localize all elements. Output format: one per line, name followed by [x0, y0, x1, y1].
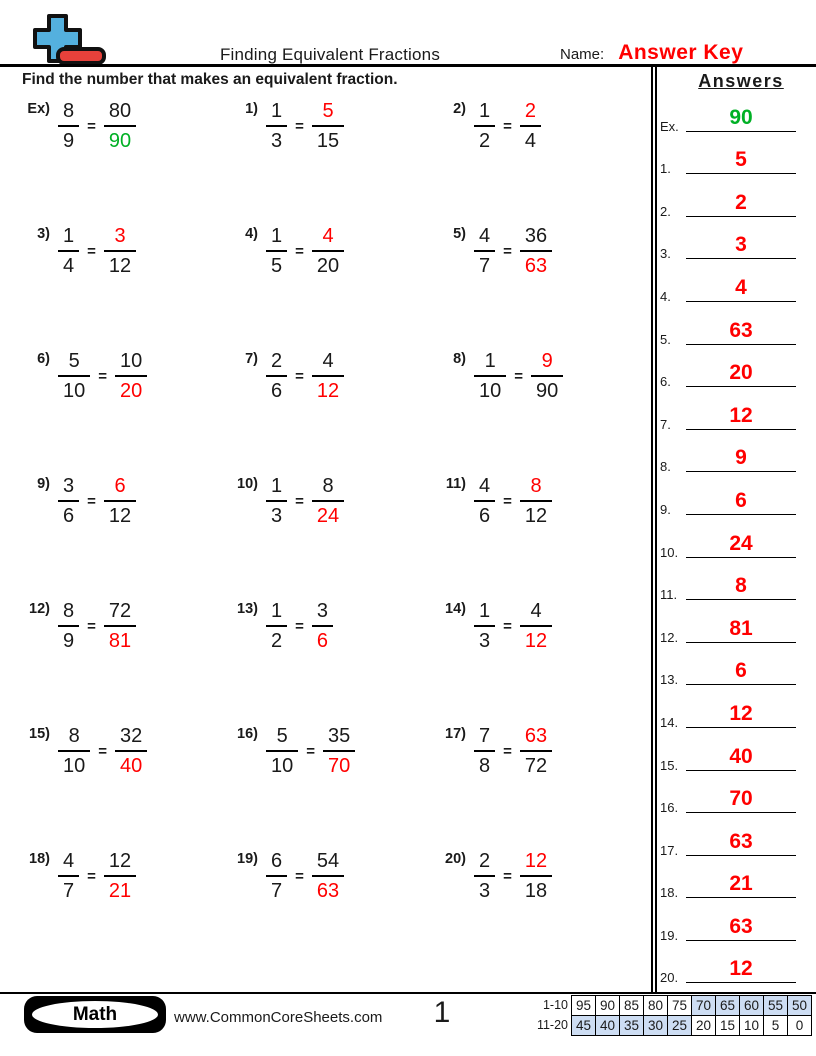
answer-number: 17.: [660, 842, 679, 858]
answers-title: Answers: [698, 71, 784, 91]
answer-blank-line: [686, 216, 796, 217]
answer-number: 5.: [660, 331, 671, 347]
answer-row-11: [658, 566, 808, 609]
answer-blank-line: [686, 131, 796, 132]
answer-blank-line: [686, 940, 796, 941]
answer-value: 9: [735, 446, 747, 470]
answer-row-20: [658, 949, 808, 992]
problem-17: [438, 721, 652, 846]
answer-blank-line: [686, 514, 796, 515]
equals-sign: =: [514, 368, 524, 385]
answer-row-1: [658, 140, 808, 183]
page-title: Finding Equivalent Fractions: [219, 45, 441, 64]
answer-value: 6: [735, 659, 747, 683]
math-brand-badge: [24, 996, 166, 1033]
score-cell: 55: [763, 995, 788, 1016]
answer-row-18: [658, 864, 808, 907]
score-cell: 60: [739, 995, 764, 1016]
problem-number: 2): [453, 101, 466, 117]
answer-row-17: [658, 821, 808, 864]
equals-sign: =: [295, 618, 304, 635]
answer-number: 16.: [660, 800, 679, 816]
answer-blank-line: [686, 471, 796, 472]
answers-divider: [651, 64, 657, 993]
equals-sign: =: [87, 243, 96, 260]
equivalent-fraction: $\frac{3}{12}$: [104, 225, 136, 277]
equals-sign: =: [98, 368, 108, 385]
answer-value: 4: [735, 275, 747, 299]
problem-number: 12): [29, 601, 50, 617]
answer-blank-line: [686, 897, 796, 898]
answer-blank-line: [686, 301, 796, 302]
name-label: Name:: [560, 46, 605, 63]
equals-sign: =: [503, 743, 512, 760]
answer-blank-line: [686, 386, 796, 387]
answer-row-4: [658, 267, 808, 310]
problem-number: 7): [245, 351, 258, 367]
score-cell: 40: [595, 1015, 620, 1036]
problem-15: [22, 721, 230, 846]
equivalent-fraction: $\frac{32}{40}$: [115, 725, 147, 777]
given-fraction: $\frac{1}{3}$: [266, 475, 287, 527]
name-row: [560, 41, 743, 65]
answer-row-8: [658, 438, 808, 481]
answer-blank-line: [686, 770, 796, 771]
score-cell: 5: [763, 1015, 788, 1036]
given-fraction: $\frac{8}{9}$: [58, 100, 79, 152]
answer-value: 90: [729, 105, 753, 129]
score-cell: 20: [691, 1015, 716, 1036]
answer-value: 12: [729, 957, 753, 981]
answer-row-19: [658, 906, 808, 949]
problem-number: 4): [245, 226, 258, 242]
answer-number: 7.: [660, 416, 671, 432]
score-cell: 75: [667, 995, 692, 1016]
given-fraction: $\frac{4}{6}$: [474, 475, 495, 527]
answer-value: 63: [729, 318, 753, 342]
given-fraction: $\frac{8}{10}$: [58, 725, 90, 777]
problem-10: [230, 471, 438, 596]
answer-value: 12: [729, 701, 753, 725]
score-cell: 70: [691, 995, 716, 1016]
answer-value: 3: [735, 233, 747, 257]
answer-number: 14.: [660, 714, 679, 730]
answer-blank-line: [686, 982, 796, 983]
answer-number: 2.: [660, 203, 671, 219]
given-fraction: $\frac{2}{6}$: [266, 350, 287, 402]
answer-number: 6.: [660, 374, 671, 390]
answer-value: 81: [729, 616, 753, 640]
problem-number: 15): [29, 726, 50, 742]
problem-number: 6): [37, 351, 50, 367]
problem-20: [438, 846, 652, 971]
answer-number: 11.: [660, 587, 678, 603]
score-table: [532, 995, 812, 1036]
problem-ex: [22, 96, 230, 221]
equals-sign: =: [503, 868, 512, 885]
answer-row-13: [658, 651, 808, 694]
given-fraction: $\frac{1}{3}$: [474, 600, 495, 652]
header-divider: [0, 64, 816, 67]
given-fraction: $\frac{1}{2}$: [474, 100, 495, 152]
page-number: 1: [433, 996, 451, 1029]
equivalent-fraction: $\frac{4}{12}$: [312, 350, 344, 402]
problem-number: 9): [37, 476, 50, 492]
answer-blank-line: [686, 173, 796, 174]
equivalent-fraction: $\frac{72}{81}$: [104, 600, 136, 652]
equivalent-fraction: $\frac{35}{70}$: [323, 725, 355, 777]
equals-sign: =: [503, 493, 512, 510]
equivalent-fraction: $\frac{12}{21}$: [104, 850, 136, 902]
problem-number: 3): [37, 226, 50, 242]
equivalent-fraction: $\frac{36}{63}$: [520, 225, 552, 277]
answers-list: [658, 97, 808, 991]
answer-value: 20: [729, 361, 753, 385]
answer-value: 21: [729, 872, 753, 896]
problem-14: [438, 596, 652, 721]
equivalent-fraction: $\frac{63}{72}$: [520, 725, 552, 777]
given-fraction: $\frac{4}{7}$: [474, 225, 495, 277]
equivalent-fraction: $\frac{12}{18}$: [520, 850, 552, 902]
answer-row-6: [658, 353, 808, 396]
problem-number: 20): [445, 851, 466, 867]
score-cell: 95: [571, 995, 596, 1016]
problem-number: 19): [237, 851, 258, 867]
problem-9: [22, 471, 230, 596]
answer-number: Ex.: [660, 118, 679, 134]
answer-blank-line: [686, 855, 796, 856]
answer-row-9: [658, 480, 808, 523]
problem-number: 14): [445, 601, 466, 617]
answer-blank-line: [686, 344, 796, 345]
problem-13: [230, 596, 438, 721]
problem-number: Ex): [27, 101, 50, 117]
given-fraction: $\frac{7}{8}$: [474, 725, 495, 777]
answer-value: 8: [735, 574, 747, 598]
equals-sign: =: [295, 493, 304, 510]
given-fraction: $\frac{5}{10}$: [58, 350, 90, 402]
answer-number: 19.: [660, 927, 679, 943]
answer-value: 6: [735, 488, 747, 512]
problem-number: 10): [237, 476, 258, 492]
problem-1: [230, 96, 438, 221]
instruction-text: Find the number that makes an equivalent fraction.: [22, 71, 398, 88]
problem-2: [438, 96, 652, 221]
equals-sign: =: [98, 743, 108, 760]
score-cell: 90: [595, 995, 620, 1016]
equals-sign: =: [87, 493, 96, 510]
score-cell: 15: [715, 1015, 740, 1036]
score-cell: 50: [787, 995, 812, 1016]
answer-value: 70: [729, 787, 753, 811]
answer-blank-line: [686, 599, 796, 600]
score-row-1-10: [532, 995, 812, 1016]
answer-number: 12.: [660, 629, 679, 645]
score-cell: 0: [787, 1015, 812, 1036]
equals-sign: =: [306, 743, 316, 760]
answer-number: 20.: [660, 970, 679, 986]
equivalent-fraction: $\frac{5}{15}$: [312, 100, 344, 152]
equals-sign: =: [295, 118, 304, 135]
given-fraction: $\frac{1}{4}$: [58, 225, 79, 277]
answer-number: 15.: [660, 757, 679, 773]
score-row-11-20: [532, 1015, 812, 1036]
answer-value: 63: [729, 829, 753, 853]
answer-row-12: [658, 608, 808, 651]
equivalent-fraction: $\frac{10}{20}$: [115, 350, 147, 402]
problem-19: [230, 846, 438, 971]
given-fraction: $\frac{6}{7}$: [266, 850, 287, 902]
website-url: www.CommonCoreSheets.com: [174, 1009, 383, 1026]
score-cell: 65: [715, 995, 740, 1016]
equals-sign: =: [503, 243, 512, 260]
equals-sign: =: [295, 243, 304, 260]
problem-number: 17): [445, 726, 466, 742]
given-fraction: $\frac{8}{9}$: [58, 600, 79, 652]
plus-minus-math-icon: [16, 12, 108, 66]
problem-5: [438, 221, 652, 346]
score-cell: 30: [643, 1015, 668, 1036]
answer-number: 4.: [660, 288, 671, 304]
answer-row-3: [658, 225, 808, 268]
answer-blank-line: [686, 812, 796, 813]
answer-number: 18.: [660, 885, 679, 901]
equals-sign: =: [503, 618, 512, 635]
answer-number: 9.: [660, 501, 671, 517]
answer-row-2: [658, 182, 808, 225]
answer-row-14: [658, 693, 808, 736]
answer-value: 12: [729, 403, 753, 427]
problem-4: [230, 221, 438, 346]
equivalent-fraction: $\frac{3}{6}$: [312, 600, 333, 652]
score-cell: 45: [571, 1015, 596, 1036]
footer-divider: [0, 992, 816, 994]
equivalent-fraction: $\frac{8}{12}$: [520, 475, 552, 527]
given-fraction: $\frac{1}{3}$: [266, 100, 287, 152]
problem-3: [22, 221, 230, 346]
answer-blank-line: [686, 557, 796, 558]
score-range-label: 1-10: [542, 998, 568, 1012]
given-fraction: $\frac{5}{10}$: [266, 725, 298, 777]
problem-12: [22, 596, 230, 721]
answer-number: 3.: [660, 246, 671, 262]
equals-sign: =: [87, 618, 96, 635]
problem-number: 11): [445, 476, 466, 492]
given-fraction: $\frac{1}{5}$: [266, 225, 287, 277]
given-fraction: $\frac{2}{3}$: [474, 850, 495, 902]
problem-number: 13): [237, 601, 258, 617]
answer-number: 10.: [660, 544, 679, 560]
given-fraction: $\frac{4}{7}$: [58, 850, 79, 902]
answer-row-ex: [658, 97, 808, 140]
answer-row-16: [658, 779, 808, 822]
given-fraction: $\frac{3}{6}$: [58, 475, 79, 527]
problem-11: [438, 471, 652, 596]
equals-sign: =: [295, 368, 304, 385]
answer-number: 8.: [660, 459, 671, 475]
math-brand-label: Math: [30, 999, 160, 1030]
score-cell: 80: [643, 995, 668, 1016]
problem-7: [230, 346, 438, 471]
score-cell: 25: [667, 1015, 692, 1036]
answer-blank-line: [686, 258, 796, 259]
equivalent-fraction: $\frac{6}{12}$: [104, 475, 136, 527]
answer-row-15: [658, 736, 808, 779]
answer-value: 40: [729, 744, 753, 768]
equivalent-fraction: $\frac{54}{63}$: [312, 850, 344, 902]
problem-16: [230, 721, 438, 846]
answer-number: 13.: [660, 672, 679, 688]
problem-6: [22, 346, 230, 471]
score-range-label: 11-20: [536, 1018, 568, 1032]
score-cell: 10: [739, 1015, 764, 1036]
answer-number: 1.: [660, 161, 671, 177]
answer-row-10: [658, 523, 808, 566]
answer-key-text: Answer Key: [618, 41, 744, 64]
equivalent-fraction: $\frac{4}{20}$: [312, 225, 344, 277]
answer-blank-line: [686, 642, 796, 643]
problem-number: 1): [245, 101, 258, 117]
answer-row-5: [658, 310, 808, 353]
equivalent-fraction: $\frac{9}{90}$: [531, 350, 563, 402]
answer-value: 63: [729, 914, 753, 938]
equals-sign: =: [295, 868, 304, 885]
answer-row-7: [658, 395, 808, 438]
equals-sign: =: [87, 868, 96, 885]
answer-value: 5: [735, 148, 747, 172]
problems-grid: [22, 96, 652, 971]
problem-number: 8): [453, 351, 466, 367]
answer-blank-line: [686, 684, 796, 685]
problem-number: 16): [237, 726, 258, 742]
problem-number: 18): [29, 851, 50, 867]
answer-blank-line: [686, 429, 796, 430]
problem-number: 5): [453, 226, 466, 242]
answer-blank-line: [686, 727, 796, 728]
problem-8: [438, 346, 652, 471]
given-fraction: $\frac{1}{2}$: [266, 600, 287, 652]
equivalent-fraction: $\frac{4}{12}$: [520, 600, 552, 652]
score-cell: 85: [619, 995, 644, 1016]
equivalent-fraction: $\frac{2}{4}$: [520, 100, 541, 152]
given-fraction: $\frac{1}{10}$: [474, 350, 506, 402]
equivalent-fraction: $\frac{8}{24}$: [312, 475, 344, 527]
equals-sign: =: [87, 118, 96, 135]
answer-value: 2: [735, 190, 747, 214]
answer-value: 24: [729, 531, 753, 555]
problem-18: [22, 846, 230, 971]
score-cell: 35: [619, 1015, 644, 1036]
equals-sign: =: [503, 118, 512, 135]
equivalent-fraction: $\frac{80}{90}$: [104, 100, 136, 152]
